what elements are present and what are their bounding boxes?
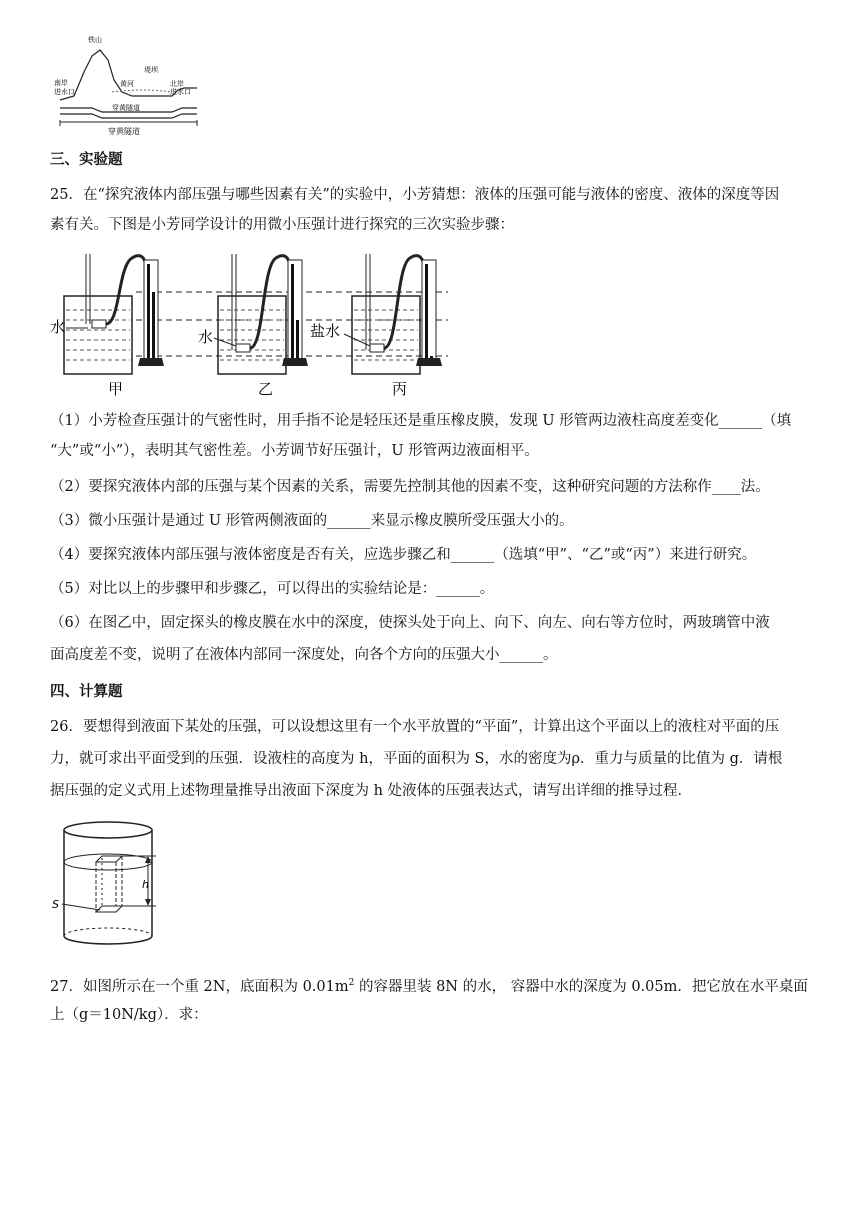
tunnel-cross-section-figure bbox=[52, 30, 202, 136]
caption-yi: 乙 bbox=[258, 380, 274, 398]
q25-stem-line-1: 25．在“探究液体内部压强与哪些因素有关”的实验中，小芳猜想：液体的压强可能与液体的密度、液体的深度等因 bbox=[50, 187, 780, 203]
label-liquid-1: 水 bbox=[50, 318, 66, 336]
label-intake-right: 进水口 bbox=[170, 88, 191, 96]
caption-jia: 甲 bbox=[108, 380, 124, 398]
q27-superscript: 2 bbox=[348, 978, 355, 988]
q25-sub4: （4）要探究液体内部压强与液体密度是否有关，应选步骤乙和______（选填“甲”、“乙”或“丙”）来进行研究。 bbox=[50, 547, 757, 563]
label-S: S bbox=[52, 898, 59, 911]
q25-stem-line-2: 素有关。下图是小芳同学设计的用微小压强计进行探究的三次实验步骤： bbox=[50, 217, 514, 233]
label-h: h bbox=[142, 878, 149, 891]
pressure-experiment-figure bbox=[48, 246, 468, 398]
q25-sub6-line-2: 面高度差不变，说明了在液体内部同一深度处，向各个方向的压强大小______。 bbox=[50, 647, 558, 663]
section-4-title: 四、计算题 bbox=[50, 684, 123, 700]
label-dam: 堤坝 bbox=[144, 66, 158, 74]
q25-sub1-line-2: “大”或“小”），表明其气密性差。小芳调节好压强计，U 形管两边液面相平。 bbox=[50, 443, 539, 459]
q27-line-1-b: 的容器里装 8N 的水， 容器中水的深度为 0.05m．把它放在水平桌面 bbox=[354, 978, 808, 995]
label-south-bank: 南岸 bbox=[54, 79, 68, 87]
q25-sub2: （2）要探究液体内部的压强与某个因素的关系，需要先控制其他的因素不变，这种研究问题的方法称作____法。 bbox=[50, 479, 770, 495]
liquid-column-figure bbox=[50, 818, 180, 950]
q26-line-1: 26．要想得到液面下某处的压强，可以设想这里有一个水平放置的“平面”，计算出这个平面以上的液柱对平面的压 bbox=[50, 719, 780, 735]
caption-bing: 丙 bbox=[392, 380, 408, 398]
label-north-bank: 北岸 bbox=[170, 80, 184, 88]
q25-sub6-line-1: （6）在图乙中，固定探头的橡皮膜在水中的深度，使探头处于向上、向下、向左、向右等方位时，两玻璃管中液 bbox=[50, 615, 770, 631]
q25-sub1-line-1: （1）小芳检查压强计的气密性时，用手指不论是轻压还是重压橡皮膜，发现 U 形管两边液柱高度差变化______（填 bbox=[50, 413, 792, 429]
q27-line-1 bbox=[50, 968, 820, 1002]
label-liquid-3: 盐水 bbox=[310, 322, 341, 340]
q27-line-1-a: 27．如图所示在一个重 2N，底面积为 0.01m bbox=[50, 978, 349, 995]
q27-line-2: 上（g＝10N/kg）．求： bbox=[50, 1007, 208, 1023]
q26-line-2: 力，就可求出平面受到的压强．设液柱的高度为 h，平面的面积为 S，水的密度为ρ．重力与质量的比值为 g．请根 bbox=[50, 751, 783, 767]
q26-line-3: 据压强的定义式用上述物理量推导出液面下深度为 h 处液体的压强表达式，请写出详细的推导过程． bbox=[50, 783, 693, 799]
q25-sub3: （3）微小压强计是通过 U 形管两侧液面的______来显示橡皮膜所受压强大小的。 bbox=[50, 513, 574, 529]
label-river: 黄河 bbox=[120, 80, 134, 88]
label-tunnel-caption: 穿黄隧道 bbox=[108, 127, 140, 136]
section-3-title: 三、实验题 bbox=[50, 152, 123, 168]
setup-jia bbox=[64, 254, 164, 374]
label-liquid-2: 水 bbox=[198, 328, 214, 346]
q25-sub5: （5）对比以上的步骤甲和步骤乙，可以得出的实验结论是：______。 bbox=[50, 581, 495, 597]
label-intake-left: 进水口 bbox=[54, 88, 75, 96]
label-mountain: 铁山 bbox=[88, 36, 102, 44]
label-tunnel-inner: 穿黄隧道 bbox=[112, 104, 140, 112]
